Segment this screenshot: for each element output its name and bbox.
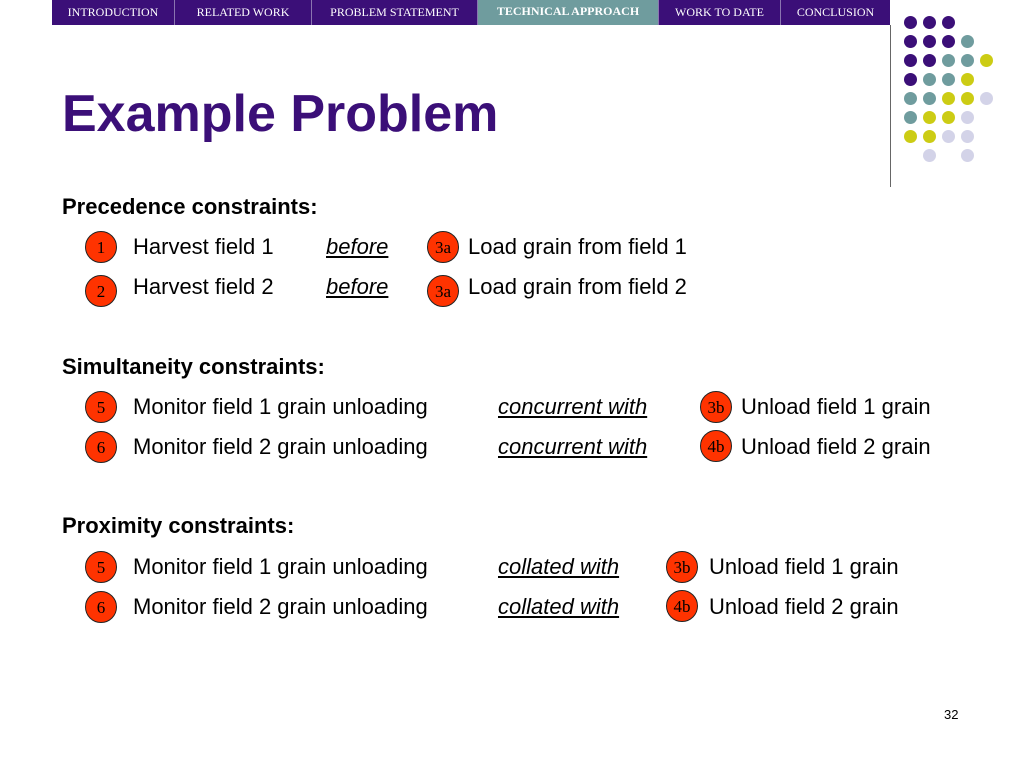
dot xyxy=(904,130,917,143)
task-badge: 3b xyxy=(666,551,698,583)
dot xyxy=(961,54,974,67)
constraint-right-task: Load grain from field 2 xyxy=(468,274,687,299)
dot xyxy=(904,16,917,29)
constraint-relation: collated with xyxy=(498,554,620,579)
section-heading-precedence: Precedence constraints: xyxy=(62,194,318,219)
task-badge: 4b xyxy=(700,430,732,462)
dot xyxy=(923,111,936,124)
slide-title: Example Problem xyxy=(62,85,499,143)
task-badge: 5 xyxy=(85,551,117,583)
dot xyxy=(980,54,993,67)
constraint-right-task: Load grain from field 1 xyxy=(468,234,687,259)
constraint-right-task: Unload field 1 grain xyxy=(709,554,899,579)
constraint-left-task: Harvest field 1 xyxy=(133,234,274,259)
dot xyxy=(923,92,936,105)
task-badge: 6 xyxy=(85,431,117,463)
dot xyxy=(923,73,936,86)
tab-problem-statement[interactable]: PROBLEM STATEMENT xyxy=(312,0,478,25)
constraint-relation: collated with xyxy=(498,594,620,619)
dot xyxy=(961,149,974,162)
dot xyxy=(942,130,955,143)
decorative-dot-grid xyxy=(902,14,1002,164)
dot xyxy=(923,130,936,143)
dot xyxy=(961,92,974,105)
divider-line xyxy=(890,25,891,187)
task-badge: 6 xyxy=(85,591,117,623)
section-nav-bar xyxy=(52,0,890,25)
dot xyxy=(961,35,974,48)
section-heading-proximity: Proximity constraints: xyxy=(62,513,295,538)
dot xyxy=(942,111,955,124)
page-number: 32 xyxy=(944,707,959,722)
dot xyxy=(942,16,955,29)
dot xyxy=(904,73,917,86)
tab-technical-approach[interactable]: TECHNICAL APPROACH xyxy=(478,0,659,25)
dot xyxy=(961,130,974,143)
tab-work-to-date[interactable]: WORK TO DATE xyxy=(659,0,781,25)
tab-related-work[interactable]: RELATED WORK xyxy=(175,0,312,25)
dot xyxy=(961,73,974,86)
dot xyxy=(942,35,955,48)
constraint-right-task: Unload field 1 grain xyxy=(741,394,931,419)
task-badge: 1 xyxy=(85,231,117,263)
dot xyxy=(904,35,917,48)
dot xyxy=(923,54,936,67)
dot xyxy=(923,35,936,48)
tab-introduction[interactable]: INTRODUCTION xyxy=(52,0,175,25)
task-badge: 4b xyxy=(666,590,698,622)
dot xyxy=(961,111,974,124)
dot xyxy=(942,92,955,105)
dot xyxy=(942,73,955,86)
task-badge: 5 xyxy=(85,391,117,423)
constraint-relation: before xyxy=(326,274,389,299)
constraint-relation: before xyxy=(326,234,389,259)
task-badge: 3a xyxy=(427,275,459,307)
section-heading-simultaneity: Simultaneity constraints: xyxy=(62,354,325,379)
constraint-left-task: Monitor field 1 grain unloading xyxy=(133,554,428,579)
task-badge: 3b xyxy=(700,391,732,423)
dot xyxy=(923,16,936,29)
dot xyxy=(904,92,917,105)
constraint-left-task: Monitor field 1 grain unloading xyxy=(133,394,428,419)
task-badge: 2 xyxy=(85,275,117,307)
dot xyxy=(942,54,955,67)
dot xyxy=(904,111,917,124)
dot xyxy=(980,92,993,105)
constraint-relation: concurrent with xyxy=(498,394,648,419)
tab-conclusion[interactable]: CONCLUSION xyxy=(796,5,875,19)
constraint-left-task: Harvest field 2 xyxy=(133,274,274,299)
dot xyxy=(923,149,936,162)
constraint-right-task: Unload field 2 grain xyxy=(709,594,899,619)
task-badge: 3a xyxy=(427,231,459,263)
constraint-left-task: Monitor field 2 grain unloading xyxy=(133,594,428,619)
dot xyxy=(904,54,917,67)
constraint-right-task: Unload field 2 grain xyxy=(741,434,931,459)
constraint-left-task: Monitor field 2 grain unloading xyxy=(133,434,428,459)
constraint-relation: concurrent with xyxy=(498,434,648,459)
